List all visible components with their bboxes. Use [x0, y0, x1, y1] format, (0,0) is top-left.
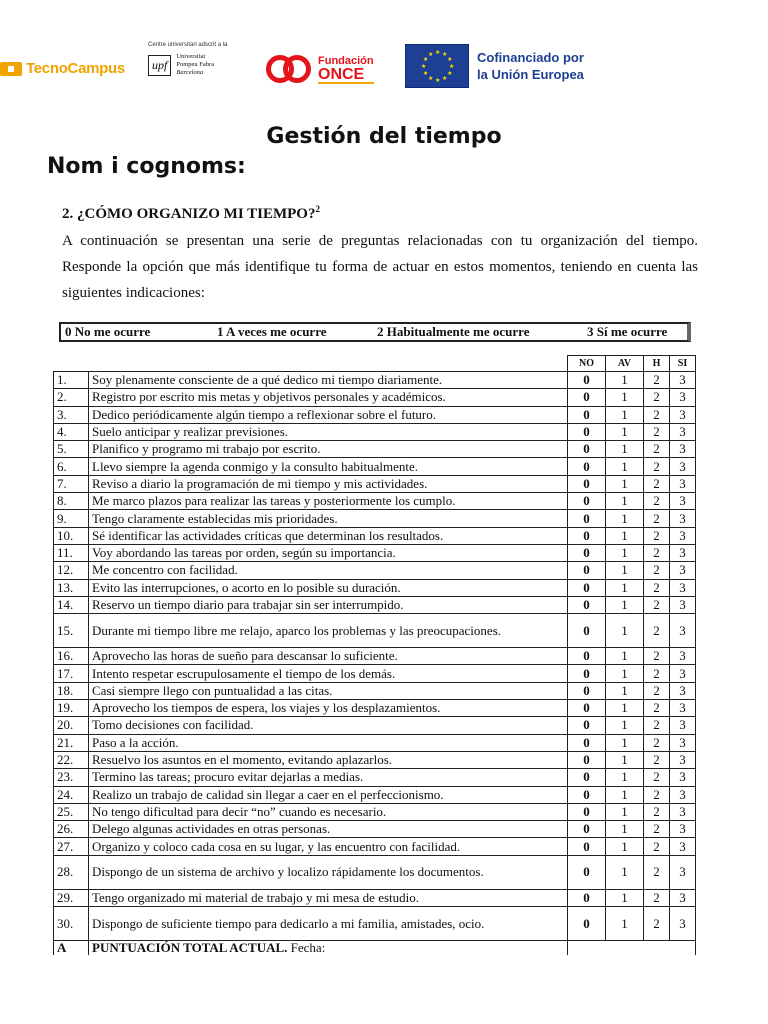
question-text: Dedico periódicamente algún tiempo a reflexionar sobre el futuro. — [89, 406, 568, 423]
answer-option-3[interactable]: 3 — [670, 717, 696, 734]
answer-option-2[interactable]: 2 — [644, 717, 670, 734]
question-number: 13. — [54, 579, 89, 596]
table-row — [54, 562, 696, 579]
question-number: 3. — [54, 406, 89, 423]
question-number: 2. — [54, 389, 89, 406]
answer-option-2[interactable]: 2 — [644, 855, 670, 889]
eu-star-icon: ★ — [442, 75, 448, 83]
table-row — [54, 700, 696, 717]
table-row — [54, 389, 696, 406]
total-label-cell — [89, 941, 568, 955]
answer-option-3[interactable]: 3 — [670, 838, 696, 855]
answer-option-0[interactable]: 0 — [568, 734, 606, 751]
table-row — [54, 838, 696, 855]
question-text: Me marco plazos para realizar las tareas y posteriormente los cumplo. — [89, 493, 568, 510]
answer-option-1[interactable]: 1 — [606, 734, 644, 751]
question-number: 28. — [54, 855, 89, 889]
question-number: 16. — [54, 648, 89, 665]
answer-option-2[interactable]: 2 — [644, 769, 670, 786]
answer-option-0[interactable]: 0 — [568, 527, 606, 544]
eu-star-icon: ★ — [428, 75, 434, 83]
question-text: Paso a la acción. — [89, 734, 568, 751]
table-header-row — [54, 356, 696, 372]
answer-option-0[interactable]: 0 — [568, 907, 606, 941]
answer-option-2[interactable]: 2 — [644, 579, 670, 596]
answer-option-2[interactable]: 2 — [644, 907, 670, 941]
legend-item: 0 No me ocurre — [65, 324, 151, 339]
table-row — [54, 855, 696, 889]
question-number: 6. — [54, 458, 89, 475]
table-row — [54, 889, 696, 906]
question-text: Evito las interrupciones, o acorto en lo posible su duración. — [89, 579, 568, 596]
answer-option-2[interactable]: 2 — [644, 838, 670, 855]
question-text: Planifico y programo mi trabajo por escrito. — [89, 441, 568, 458]
total-label: PUNTUACIÓN TOTAL ACTUAL. — [92, 940, 288, 956]
upf-adscrit-text: Centre universitari adscrit a la — [148, 42, 228, 48]
question-text: Suelo anticipar y realizar previsiones. — [89, 423, 568, 440]
question-text: Tomo decisiones con facilidad. — [89, 717, 568, 734]
question-text: Aprovecho las horas de sueño para descansar lo suficiente. — [89, 648, 568, 665]
answer-option-1[interactable]: 1 — [606, 544, 644, 561]
answer-option-3[interactable]: 3 — [670, 596, 696, 613]
answer-option-2[interactable]: 2 — [644, 596, 670, 613]
table-row — [54, 665, 696, 682]
answer-option-1[interactable]: 1 — [606, 614, 644, 648]
total-letter: A — [54, 941, 89, 955]
answer-option-0[interactable]: 0 — [568, 458, 606, 475]
question-number: 26. — [54, 821, 89, 838]
question-text: Durante mi tiempo libre me relajo, aparco los problemas y las preocupaciones. — [89, 614, 568, 648]
answer-option-1[interactable]: 1 — [606, 648, 644, 665]
answer-option-1[interactable]: 1 — [606, 855, 644, 889]
answer-option-3[interactable]: 3 — [670, 493, 696, 510]
question-text: Reservo un tiempo diario para trabajar sin ser interrumpido. — [89, 596, 568, 613]
answer-option-2[interactable]: 2 — [644, 614, 670, 648]
column-header: NO — [568, 356, 606, 372]
answer-option-1[interactable]: 1 — [606, 665, 644, 682]
table-row — [54, 527, 696, 544]
total-score-field[interactable] — [568, 941, 696, 955]
eu-flag-icon — [405, 44, 469, 88]
question-number: 20. — [54, 717, 89, 734]
answer-option-3[interactable]: 3 — [670, 406, 696, 423]
answer-option-1[interactable]: 1 — [606, 889, 644, 906]
table-row — [54, 786, 696, 803]
answer-option-0[interactable]: 0 — [568, 838, 606, 855]
question-number: 27. — [54, 838, 89, 855]
once-line2: ONCE — [318, 68, 374, 84]
answer-option-3[interactable]: 3 — [670, 889, 696, 906]
table-row — [54, 510, 696, 527]
table-row — [54, 614, 696, 648]
answer-option-2[interactable]: 2 — [644, 803, 670, 820]
answer-option-0[interactable]: 0 — [568, 700, 606, 717]
table-row — [54, 544, 696, 561]
answer-option-0[interactable]: 0 — [568, 682, 606, 699]
tecnocampus-name: TecnoCampus — [26, 60, 125, 77]
question-text: Sé identificar las actividades críticas que determinan los resultados. — [89, 527, 568, 544]
answer-option-2[interactable]: 2 — [644, 734, 670, 751]
answer-option-3[interactable]: 3 — [670, 544, 696, 561]
answer-option-2[interactable]: 2 — [644, 441, 670, 458]
answer-option-3[interactable]: 3 — [670, 579, 696, 596]
table-row — [54, 751, 696, 768]
once-rings-icon — [266, 55, 312, 83]
table-row — [54, 458, 696, 475]
answer-option-3[interactable]: 3 — [670, 372, 696, 389]
table-row — [54, 907, 696, 941]
question-number: 21. — [54, 734, 89, 751]
answer-option-1[interactable]: 1 — [606, 510, 644, 527]
answer-option-3[interactable]: 3 — [670, 682, 696, 699]
answer-option-1[interactable]: 1 — [606, 682, 644, 699]
answer-option-2[interactable]: 2 — [644, 889, 670, 906]
answer-option-0[interactable]: 0 — [568, 786, 606, 803]
answer-option-0[interactable]: 0 — [568, 372, 606, 389]
answer-option-1[interactable]: 1 — [606, 907, 644, 941]
question-number: 15. — [54, 614, 89, 648]
eu-line2: la Unión Europea — [477, 67, 584, 82]
date-label: Fecha: — [290, 940, 326, 956]
table-row — [54, 769, 696, 786]
eu-logo — [405, 44, 584, 88]
logo-header — [0, 40, 768, 92]
upf-name-line: Pompeu Fabra — [176, 61, 215, 68]
question-number: 22. — [54, 751, 89, 768]
answer-option-3[interactable]: 3 — [670, 441, 696, 458]
answer-option-0[interactable]: 0 — [568, 423, 606, 440]
table-row — [54, 441, 696, 458]
answer-option-0[interactable]: 0 — [568, 493, 606, 510]
eu-star-icon: ★ — [442, 50, 448, 58]
question-number: 29. — [54, 889, 89, 906]
section-heading-text: 2. ¿CÓMO ORGANIZO MI TIEMPO? — [62, 206, 316, 222]
question-text: Llevo siempre la agenda conmigo y la consulto habitualmente. — [89, 458, 568, 475]
answer-option-3[interactable]: 3 — [670, 700, 696, 717]
answer-option-3[interactable]: 3 — [670, 907, 696, 941]
question-text: Tengo organizado mi material de trabajo y mi mesa de estudio. — [89, 889, 568, 906]
table-row — [54, 648, 696, 665]
eu-line1: Cofinanciado por — [477, 50, 584, 65]
answer-option-1[interactable]: 1 — [606, 769, 644, 786]
answer-option-1[interactable]: 1 — [606, 838, 644, 855]
answer-option-0[interactable]: 0 — [568, 889, 606, 906]
answer-option-2[interactable]: 2 — [644, 700, 670, 717]
answer-option-0[interactable]: 0 — [568, 510, 606, 527]
table-row — [54, 734, 696, 751]
answer-option-1[interactable]: 1 — [606, 406, 644, 423]
scale-legend — [59, 322, 691, 342]
answer-option-1[interactable]: 1 — [606, 423, 644, 440]
question-text: Registro por escrito mis metas y objetivos personales y académicos. — [89, 389, 568, 406]
question-text: Realizo un trabajo de calidad sin llegar a caer en el perfeccionismo. — [89, 786, 568, 803]
answer-option-1[interactable]: 1 — [606, 579, 644, 596]
answer-option-1[interactable]: 1 — [606, 717, 644, 734]
question-number: 14. — [54, 596, 89, 613]
question-number: 9. — [54, 510, 89, 527]
question-number: 25. — [54, 803, 89, 820]
answer-option-2[interactable]: 2 — [644, 751, 670, 768]
once-line1: Fundación — [318, 55, 374, 67]
answer-option-3[interactable]: 3 — [670, 562, 696, 579]
question-text: Reviso a diario la programación de mi tiempo y mis actividades. — [89, 475, 568, 492]
question-text: Dispongo de un sistema de archivo y localizo rápidamente los documentos. — [89, 855, 568, 889]
answer-option-0[interactable]: 0 — [568, 648, 606, 665]
question-number: 30. — [54, 907, 89, 941]
table-row — [54, 493, 696, 510]
table-row — [54, 596, 696, 613]
question-number: 1. — [54, 372, 89, 389]
answer-option-2[interactable]: 2 — [644, 544, 670, 561]
answer-option-2[interactable]: 2 — [644, 493, 670, 510]
answer-option-0[interactable]: 0 — [568, 751, 606, 768]
question-text: Soy plenamente consciente de a qué dedico mi tiempo diariamente. — [89, 372, 568, 389]
table-row — [54, 423, 696, 440]
questionnaire-table — [53, 355, 696, 955]
question-text: Tengo claramente establecidas mis prioridades. — [89, 510, 568, 527]
answer-option-3[interactable]: 3 — [670, 475, 696, 492]
question-text: Aprovecho los tiempos de espera, los viajes y los desplazamientos. — [89, 700, 568, 717]
table-row — [54, 717, 696, 734]
answer-option-0[interactable]: 0 — [568, 596, 606, 613]
column-header: H — [644, 356, 670, 372]
answer-option-3[interactable]: 3 — [670, 769, 696, 786]
question-text: Intento respetar escrupulosamente el tiempo de los demás. — [89, 665, 568, 682]
answer-option-3[interactable]: 3 — [670, 734, 696, 751]
answer-option-0[interactable]: 0 — [568, 579, 606, 596]
eu-star-icon: ★ — [447, 56, 453, 63]
table-row — [54, 803, 696, 820]
question-text: Resuelvo los asuntos en el momento, evitando aplazarlos. — [89, 751, 568, 768]
footnote-mark: 2 — [315, 204, 320, 214]
answer-option-2[interactable]: 2 — [644, 527, 670, 544]
answer-option-3[interactable]: 3 — [670, 803, 696, 820]
answer-option-2[interactable]: 2 — [644, 389, 670, 406]
answer-option-2[interactable]: 2 — [644, 665, 670, 682]
eu-star-icon: ★ — [421, 63, 427, 70]
answer-option-0[interactable]: 0 — [568, 803, 606, 820]
column-header: AV — [606, 356, 644, 372]
answer-option-3[interactable]: 3 — [670, 389, 696, 406]
question-number: 18. — [54, 682, 89, 699]
answer-option-0[interactable]: 0 — [568, 717, 606, 734]
upf-logo — [148, 42, 258, 90]
question-number: 4. — [54, 423, 89, 440]
answer-option-2[interactable]: 2 — [644, 821, 670, 838]
answer-option-1[interactable]: 1 — [606, 751, 644, 768]
answer-option-2[interactable]: 2 — [644, 682, 670, 699]
upf-name-line: Universitat — [176, 53, 206, 60]
table-row — [54, 821, 696, 838]
table-row — [54, 406, 696, 423]
answer-option-0[interactable]: 0 — [568, 562, 606, 579]
answer-option-1[interactable]: 1 — [606, 458, 644, 475]
question-text: Voy abordando las tareas por orden, según su importancia. — [89, 544, 568, 561]
eu-star-icon: ★ — [449, 63, 455, 70]
answer-option-3[interactable]: 3 — [670, 855, 696, 889]
answer-option-1[interactable]: 1 — [606, 475, 644, 492]
answer-option-3[interactable]: 3 — [670, 648, 696, 665]
answer-option-0[interactable]: 0 — [568, 614, 606, 648]
question-text: Organizo y coloco cada cosa en su lugar, y las encuentro con facilidad. — [89, 838, 568, 855]
total-row — [54, 941, 696, 955]
answer-option-2[interactable]: 2 — [644, 475, 670, 492]
question-number: 17. — [54, 665, 89, 682]
answer-option-0[interactable]: 0 — [568, 389, 606, 406]
answer-option-0[interactable]: 0 — [568, 406, 606, 423]
tecnocampus-logo — [0, 60, 125, 77]
question-text: No tengo dificultad para decir “no” cuando es necesario. — [89, 803, 568, 820]
answer-option-3[interactable]: 3 — [670, 423, 696, 440]
question-number: 12. — [54, 562, 89, 579]
answer-option-3[interactable]: 3 — [670, 527, 696, 544]
name-label: Nom i cognoms: — [47, 154, 246, 179]
answer-option-1[interactable]: 1 — [606, 803, 644, 820]
legend-item: 3 Sí me ocurre — [587, 324, 668, 339]
question-text: Delego algunas actividades en otras personas. — [89, 821, 568, 838]
question-text: Me concentro con facilidad. — [89, 562, 568, 579]
answer-option-3[interactable]: 3 — [670, 786, 696, 803]
section-heading — [62, 204, 320, 223]
answer-option-2[interactable]: 2 — [644, 562, 670, 579]
upf-name-line: Barcelona — [176, 69, 204, 76]
fundacion-once-logo — [266, 54, 374, 84]
answer-option-2[interactable]: 2 — [644, 648, 670, 665]
table-row — [54, 579, 696, 596]
answer-option-3[interactable]: 3 — [670, 458, 696, 475]
question-number: 8. — [54, 493, 89, 510]
eu-star-icon: ★ — [435, 49, 441, 56]
answer-option-0[interactable]: 0 — [568, 855, 606, 889]
answer-option-3[interactable]: 3 — [670, 665, 696, 682]
question-number: 5. — [54, 441, 89, 458]
answer-option-2[interactable]: 2 — [644, 510, 670, 527]
answer-option-1[interactable]: 1 — [606, 596, 644, 613]
answer-option-1[interactable]: 1 — [606, 493, 644, 510]
legend-item: 1 A veces me ocurre — [217, 324, 327, 339]
question-number: 10. — [54, 527, 89, 544]
eu-star-icon: ★ — [428, 50, 434, 58]
answer-option-1[interactable]: 1 — [606, 441, 644, 458]
eu-star-icon: ★ — [435, 77, 441, 84]
page-title: Gestión del tiempo — [266, 124, 502, 149]
question-text: Dispongo de suficiente tiempo para dedicarlo a mi familia, amistades, ocio. — [89, 907, 568, 941]
answer-option-2[interactable]: 2 — [644, 458, 670, 475]
question-number: 11. — [54, 544, 89, 561]
tecnocampus-mark-icon — [0, 62, 22, 76]
question-text: Casi siempre llego con puntualidad a las citas. — [89, 682, 568, 699]
eu-star-icon: ★ — [422, 56, 429, 63]
answer-option-1[interactable]: 1 — [606, 389, 644, 406]
answer-option-1[interactable]: 1 — [606, 700, 644, 717]
answer-option-3[interactable]: 3 — [670, 751, 696, 768]
table-row — [54, 682, 696, 699]
answer-option-1[interactable]: 1 — [606, 527, 644, 544]
question-number: 7. — [54, 475, 89, 492]
answer-option-1[interactable]: 1 — [606, 372, 644, 389]
answer-option-1[interactable]: 1 — [606, 786, 644, 803]
answer-option-2[interactable]: 2 — [644, 406, 670, 423]
answer-option-3[interactable]: 3 — [670, 510, 696, 527]
answer-option-0[interactable]: 0 — [568, 544, 606, 561]
answer-option-0[interactable]: 0 — [568, 475, 606, 492]
intro-paragraph: A continuación se presentan una serie de preguntas relacionadas con tu organización del tiempo. Responde la opción que más identifique tu forma de actuar en estos momentos, teniendo en cuenta las siguientes indicaciones: — [62, 233, 698, 301]
eu-star-icon: ★ — [447, 70, 453, 77]
question-number: 23. — [54, 769, 89, 786]
answer-option-3[interactable]: 3 — [670, 821, 696, 838]
table-row — [54, 475, 696, 492]
answer-option-1[interactable]: 1 — [606, 562, 644, 579]
answer-option-0[interactable]: 0 — [568, 665, 606, 682]
answer-option-0[interactable]: 0 — [568, 769, 606, 786]
answer-option-1[interactable]: 1 — [606, 821, 644, 838]
answer-option-3[interactable]: 3 — [670, 614, 696, 648]
legend-item: 2 Habitualmente me ocurre — [377, 324, 530, 339]
answer-option-0[interactable]: 0 — [568, 821, 606, 838]
answer-option-2[interactable]: 2 — [644, 786, 670, 803]
answer-option-2[interactable]: 2 — [644, 372, 670, 389]
table-row — [54, 372, 696, 389]
answer-option-2[interactable]: 2 — [644, 423, 670, 440]
question-number: 19. — [54, 700, 89, 717]
question-text: Termino las tareas; procuro evitar dejarlas a medias. — [89, 769, 568, 786]
answer-option-0[interactable]: 0 — [568, 441, 606, 458]
upf-mark: upf — [148, 55, 171, 76]
question-number: 24. — [54, 786, 89, 803]
column-header: SI — [670, 356, 696, 372]
eu-star-icon: ★ — [422, 70, 429, 77]
